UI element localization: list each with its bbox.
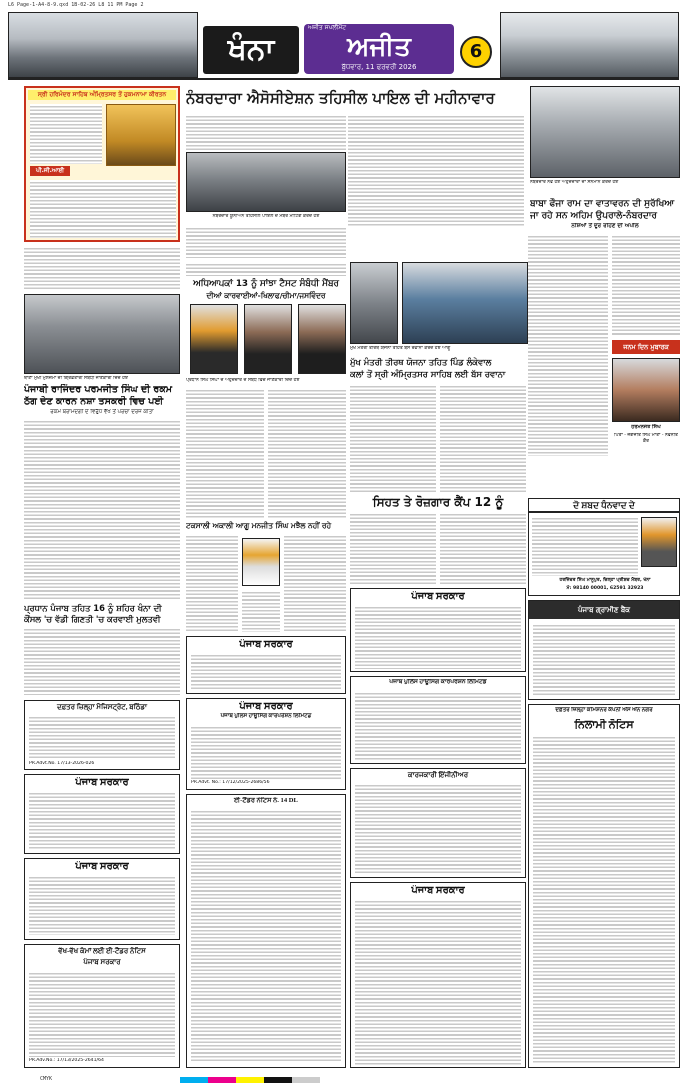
masthead bbox=[8, 12, 679, 80]
executive-engineer-title: ਕਾਰਜਕਾਰੀ ਇੰਜੀਨੀਅਰ bbox=[407, 771, 469, 779]
police-photo bbox=[24, 294, 180, 374]
birthday-photo bbox=[612, 358, 680, 422]
page-number-badge bbox=[460, 36, 492, 68]
main-article-text-3 bbox=[186, 226, 346, 258]
ward-article-text bbox=[24, 627, 180, 695]
sihat-text-1 bbox=[350, 512, 436, 584]
punjab-sarkar-ad-left-2 bbox=[24, 858, 180, 940]
daftar-ad-body bbox=[29, 715, 175, 759]
akali-portrait bbox=[242, 538, 280, 586]
masthead-photo-right bbox=[500, 12, 679, 78]
akali-headline: ਟਕਸਾਲੀ ਅਕਾਲੀ ਆਗੂ ਮਨਜੀਤ ਸਿੰਘ ਮਝੈਲ ਨਹੀਂ ਰਹੇ bbox=[186, 521, 332, 530]
adhiapak-text-2 bbox=[268, 388, 346, 518]
color-bar-label: CMYK bbox=[40, 1076, 53, 1082]
portrait-2 bbox=[244, 304, 292, 374]
mid1-body bbox=[191, 653, 341, 691]
sihat-text-2 bbox=[440, 512, 526, 584]
birthday-title: ਜਨਮ ਦਿਨ ਮੁਬਾਰਕ bbox=[623, 343, 669, 351]
adhiapak-lead-text bbox=[186, 262, 346, 276]
e-tender-ad-body bbox=[29, 971, 175, 1057]
dhanwad-ad bbox=[528, 512, 680, 596]
right-photo-caption: ਨੰਬਰਦਾਰ ਨਵੇਂ ਹੋਏ ਅਹੁਦੇਦਾਰਾਂ ਦਾ ਸਨਮਾਨ ਕਰਦੇ ਹੋਏ bbox=[530, 180, 619, 185]
corp-ad-sarkar: ਪੰਜਾਬ ਸਰਕਾਰ bbox=[239, 701, 293, 712]
police-housing-body bbox=[355, 691, 521, 761]
sihat-headline: ਸਿਹਤ ਤੇ ਰੋਜ਼ਗਾਰ ਕੈਂਪ 12 ਨੂੰ bbox=[372, 495, 504, 509]
supplement-label: ਅਜੀਤ ਸਪਲੀਮੈਂਟ bbox=[308, 24, 347, 31]
punjab-sarkar-ad-center-1 bbox=[350, 588, 526, 672]
police-photo-caption: ਥਾਣਾ ਮੁਖੀ ਮੁਲਜ਼ਮਾਂ ਦੀ ਗ੍ਰਿਫ਼ਤਾਰੀ ਸੰਬੰਧੀ ਜਾਣਕਾਰੀ ਦਿੰਦੇ ਹੋਏ bbox=[24, 376, 129, 381]
bus-text-2 bbox=[440, 384, 526, 492]
punjab-sarkar-body bbox=[29, 791, 175, 849]
corp-ad-title: ਪੰਜਾਬ ਪੁਲਿਸ ਹਾਊਸਿੰਗ ਕਾਰਪੋਰੇਸ਼ਨ ਲਿਮਿਟਡ bbox=[220, 713, 312, 719]
ward-headline-2: ਕੌਂਸਲ 'ਚ ਵੱਡੀ ਗਿਣਤੀ 'ਚ ਕਰਵਾਈ ਮੁਲਤਵੀ bbox=[24, 614, 161, 624]
bus-caption: ਮੁੱਖ ਮੰਤਰੀ ਤੀਰਥ ਯੋਜਨਾ ਤਹਿਤ ਬੱਸ ਰਵਾਨਾ ਕਰਦੇ ਹੋਏ ਆਗੂ bbox=[350, 346, 451, 351]
e-tender-ad bbox=[24, 944, 180, 1068]
center1-title: ਪੰਜਾਬ ਸਰਕਾਰ bbox=[411, 591, 465, 602]
baba-headline-2: ਜਾ ਰਹੇ ਸਨ ਅਹਿਮ ਉਪਰਾਲੇ-ਨੰਬਰਦਾਰ bbox=[530, 211, 658, 221]
police-housing-title: ਪੰਜਾਬ ਪੁਲਿਸ ਹਾਊਸਿੰਗ ਕਾਰਪੋਰੇਸ਼ਨ ਲਿਮਿਟਡ bbox=[389, 679, 487, 685]
birthday-name: ਹਰਮਨਜੋਤ ਸਿੰਘ bbox=[631, 424, 661, 430]
masthead-brand-box bbox=[304, 24, 454, 74]
masthead-city-box bbox=[203, 26, 299, 74]
e-tender-ad-sarkar: ਪੰਜਾਬ ਸਰਕਾਰ bbox=[83, 958, 121, 966]
pgi-label: ਪੀ.ਜੀ.ਆਈ bbox=[30, 166, 70, 176]
bank-title: ਪੰਜਾਬ ਗ੍ਰਾਮੀਣ ਬੈਂਕ bbox=[578, 606, 630, 614]
punjab-sarkar-ad-center-2 bbox=[350, 882, 526, 1068]
main-article-text-2 bbox=[348, 114, 524, 226]
corp-ad-number: PR.Advt. No.: 17/12/2025-2686/56 bbox=[191, 780, 270, 785]
main-photo-caption: ਨੰਬਰਦਾਰ ਯੂਨੀਅਨ ਤਹਿਸੀਲ ਪਾਇਲ ਦੇ ਮੈਂਬਰ ਮੀਟਿੰਗ ਕਰਦੇ ਹੋਏ bbox=[212, 214, 320, 219]
punjab-sarkar-ad-mid-1 bbox=[186, 636, 346, 694]
main-headline: ਨੰਬਰਦਾਰਾ ਐਸੋਸੀਏਸ਼ਨ ਤਹਿਸੀਲ ਪਾਇਲ ਦੀ ਮਹੀਨਾਵਾਰ bbox=[186, 89, 495, 107]
adhiapak-text-1 bbox=[186, 388, 264, 518]
daftar-ad-number: PR.Advt.No. 17/13-2026-026 bbox=[29, 761, 95, 766]
police-headline-1: ਪੰਜਾਬੀ ਰਾਜਿੰਦਰ ਪਰਮਜੀਤ ਸਿੰਘ ਦੀ ਰਕਮ bbox=[24, 384, 173, 395]
issue-date: ਬੁੱਧਵਾਰ, 11 ਫਰਵਰੀ 2026 bbox=[341, 63, 417, 71]
gurdwara-ad-body bbox=[30, 180, 176, 238]
bus-text-1 bbox=[350, 384, 436, 492]
dhanwad-ad-header bbox=[528, 498, 680, 512]
nilami-daftar: ਦਫ਼ਤਰ ਜ਼ਿਲ੍ਹਾ ਕਮਿਸ਼ਨਰ ਕੰਪਨੀ ਐੱਸ ਐੱਨ ਨਗਰ bbox=[555, 707, 653, 713]
center2-body bbox=[355, 899, 521, 1065]
dhanwad-footer: ਹਰਜਿੰਦਰ ਸਿੰਘ ਮਾਨੂਪੁਰ, ਜ਼ਿਲ੍ਹਾ ਪ੍ਰੀਸ਼ਦ ਮੈਂਬਰ, ਖੰਨਾ bbox=[559, 578, 651, 583]
dhanwad-phone: ਮੋ: 98140 00001, 62591 32923 bbox=[566, 586, 644, 591]
masthead-photo-left bbox=[8, 12, 198, 78]
etender-mid-body bbox=[191, 809, 341, 1063]
dhanwad-title: ਦੋ ਸ਼ਬਦ ਧੰਨਵਾਦ ਦੇ bbox=[573, 500, 635, 510]
nilami-body bbox=[533, 735, 675, 1063]
adhiapak-subhead: ਦੀਆਂ ਕਾਰਵਾਈਆਂ-ਖਿਲਾਫ/ਚੀਮਾ/ਜਸਵਿੰਦਰ bbox=[206, 291, 326, 300]
daftar-ad-title: ਦਫ਼ਤਰ ਜ਼ਿਲ੍ਹਾ ਮੈਜਿਸਟ੍ਰੇਟ, ਬਠਿੰਡਾ bbox=[56, 703, 148, 711]
nambardar-honour-photo bbox=[530, 86, 680, 178]
etender-mid-ad bbox=[186, 794, 346, 1068]
birthday-parents: ਪਿਤਾ - ਜਗਜੀਤ ਸਿੰਘ ਮਾਤਾ - ਨਵਨੀਤ ਕੌਰ bbox=[614, 433, 678, 444]
birthday-banner bbox=[612, 340, 680, 354]
baba-article-text-1 bbox=[528, 234, 608, 456]
nilami-title: ਨਿਲਾਮੀ ਨੋਟਿਸ bbox=[574, 719, 634, 731]
police-housing-ad bbox=[350, 676, 526, 764]
police-headline-2: ਠੱਗ ਦੇਣ ਕਾਰਨ ਨਸ਼ਾ ਤਸਕਰੀ ਵਿਚ ਪਈ bbox=[24, 396, 164, 407]
punjab-sarkar-title: ਪੰਜਾਬ ਸਰਕਾਰ bbox=[75, 777, 129, 788]
golden-temple-image bbox=[106, 104, 176, 166]
bank-ad bbox=[528, 600, 680, 700]
punjab-sarkar-title-2: ਪੰਜਾਬ ਸਰਕਾਰ bbox=[75, 861, 129, 872]
bank-ad-header bbox=[529, 601, 679, 619]
gurdwara-ad-title: ਸ੍ਰੀ ਹਰਿਮੰਦਰ ਸਾਹਿਬ ਅੰਮ੍ਰਿਤਸਰ ਤੋਂ ਹੁਕਮਨਾਮਾ ਕੀਰਤਨ bbox=[28, 90, 176, 100]
gurdwara-ad bbox=[24, 86, 180, 242]
portraits-caption: ਪ੍ਰਧਾਨ ਸਿੰਘ ਸਿੰਘਾਂ ਦੇ ਅਹੁਦੇਦਾਰ ਦੇ ਸੰਬੰਧ ਵਿਚ ਜਾਣਕਾਰੀ ਦਿੰਦੇ ਹੋਏ bbox=[186, 378, 300, 383]
color-bar bbox=[180, 1077, 320, 1083]
bank-ad-body bbox=[533, 623, 675, 697]
nilami-ad bbox=[528, 704, 680, 1068]
dhanwad-text bbox=[532, 516, 638, 576]
executive-engineer-body bbox=[355, 783, 521, 875]
page-number: 6 bbox=[469, 41, 483, 62]
masthead-city-title: ਖੰਨਾ bbox=[227, 32, 275, 67]
baba-article-text-2 bbox=[612, 234, 680, 336]
portrait-1 bbox=[190, 304, 238, 374]
left-notice-text bbox=[24, 246, 180, 290]
print-slug: L6 Page-1-A4-8-9.qxd 1B-02-26 L8 11 PM Page 2 bbox=[8, 2, 144, 8]
baba-subhead: ਨਸ਼ਿਆਂ ਤੋਂ ਦੂਰ ਰਹਿਣ ਦੀ ਅਪੀਲ bbox=[571, 223, 639, 229]
ward-headline-1: ਪ੍ਰਧਾਨ ਪੰਜਾਬ ਤਹਿਤ 16 ਨੂੰ ਸ਼ਹਿਰ ਖੰਨਾ ਦੀ bbox=[24, 603, 162, 613]
center1-body bbox=[355, 605, 521, 669]
police-article-text bbox=[24, 419, 180, 599]
e-tender-ad-title: ਵੱਖ-ਵੱਖ ਕੰਮਾਂ ਲਈ ਈ-ਟੈਂਡਰ ਨੋਟਿਸ bbox=[58, 947, 146, 955]
bus-headline-2: ਕਲਾਂ ਤੋਂ ਸ੍ਰੀ ਅੰਮ੍ਰਿਤਸਰ ਸਾਹਿਬ ਲਈ ਬੱਸ ਰਵਾਨਾ bbox=[350, 369, 506, 379]
bus-photo bbox=[402, 262, 528, 344]
portrait-3 bbox=[298, 304, 346, 374]
main-article-text-1 bbox=[186, 114, 346, 150]
akali-text-1 bbox=[186, 534, 238, 632]
bus-headline-1: ਮੁੱਖ ਮੰਤਰੀ ਤੀਰਥ ਯੋਜਨਾ ਤਹਿਤ ਪਿੰਡ ਲੰਕੇਵਾਲ bbox=[350, 357, 492, 367]
brand-name: ਅਜੀਤ bbox=[347, 32, 411, 62]
baba-headline-1: ਬਾਬਾ ਫੌਜਾ ਰਾਮ ਦਾ ਵਾਤਾਵਰਨ ਦੀ ਸੁਰੱਖਿਆ bbox=[530, 199, 675, 209]
akali-text-3 bbox=[284, 534, 346, 632]
police-subhead: ਰਕਮ ਬਰਾਮਦਗੀ ਦੇ ਵਿਰੁੱਧ ਵੱਖ ਤੋਂ ਪਰਚਾ ਦਰਜ ਕੀਤਾ bbox=[50, 409, 154, 415]
punjab-sarkar-ad-left-1 bbox=[24, 774, 180, 854]
bus-photo-left bbox=[350, 262, 398, 344]
gurdwara-ad-text bbox=[30, 104, 102, 164]
corp-ad bbox=[186, 698, 346, 790]
akali-text-2 bbox=[242, 590, 280, 632]
executive-engineer-ad bbox=[350, 768, 526, 878]
mid1-title: ਪੰਜਾਬ ਸਰਕਾਰ bbox=[239, 639, 293, 650]
daftar-ad bbox=[24, 700, 180, 770]
dhanwad-portrait bbox=[641, 517, 677, 567]
corp-ad-body bbox=[191, 725, 341, 779]
punjab-sarkar-body-2 bbox=[29, 875, 175, 935]
e-tender-ad-number: PR.Adv.No.: 17/13/2025-2641/64 bbox=[29, 1058, 104, 1063]
adhiapak-headline: ਅਧਿਆਪਕਾਂ 13 ਨੂੰ ਸਾਂਝਾ ਟੈਸਟ ਸੰਬੰਧੀ ਮੈਂਬਰ bbox=[193, 279, 339, 289]
main-meeting-photo bbox=[186, 152, 346, 212]
center2-title: ਪੰਜਾਬ ਸਰਕਾਰ bbox=[411, 885, 465, 896]
etender-mid-title: ਈ-ਟੈਂਡਰ ਨੋਟਿਸ ਨੰ. 14 DL bbox=[234, 797, 298, 804]
